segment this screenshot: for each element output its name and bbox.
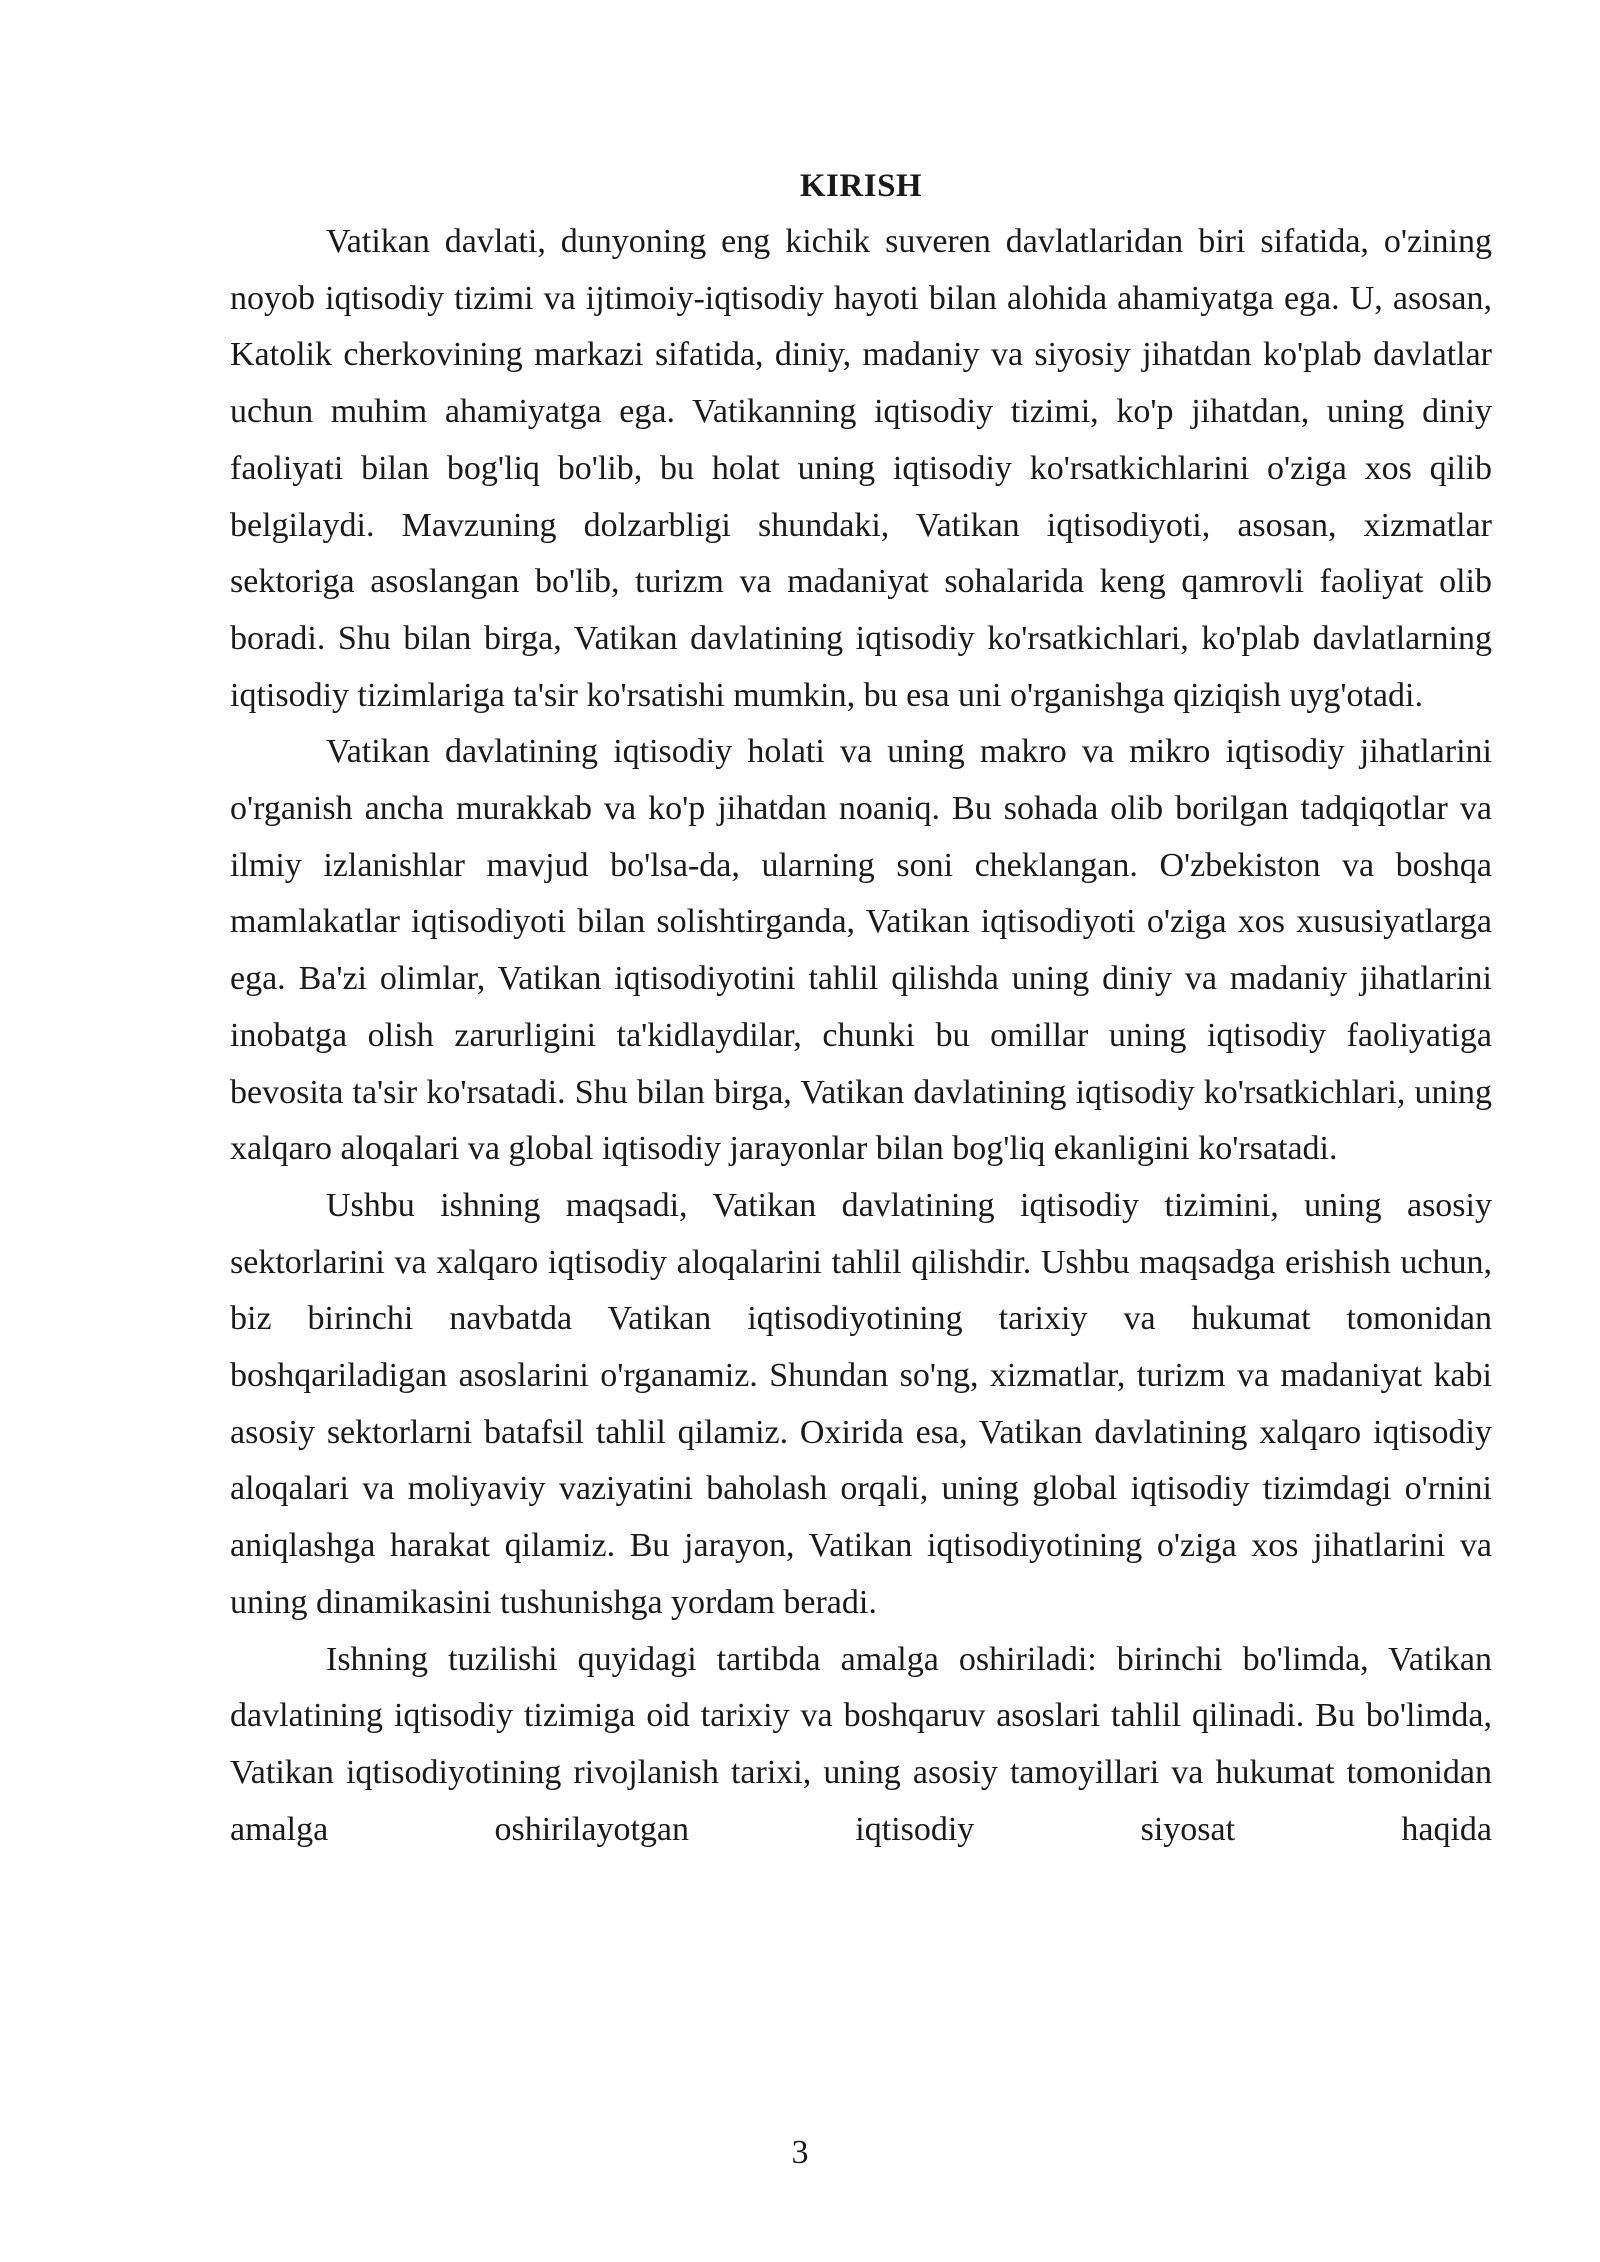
paragraph-1: Vatikan davlati, dunyoning eng kichik suveren davlatlaridan biri sifatida, o'zining noyob iqtisodiy tizimi va ijtimoiy-iqtisodiy hayoti bilan alohida ahamiyatga ega. U, asosan, Katolik cherkovining markazi sifatida, diniy, madaniy va siyosiy jihatdan ko'plab davlatlar uchun muhim ahamiyatga ega. Vatikanning iqtisodiy tizimi, ko'p jihatdan, uning diniy faoliyati bilan bog'liq bo'lib, bu holat uning iqtisodiy ko'rsatkichlarini o'ziga xos qilib belgilaydi. Mavzuning dolzarbligi shundaki, Vatikan iqtisodiyoti, asosan, xizmatlar sektoriga asoslangan bo'lib, turizm va madaniyat sohalarida keng qamrovli faoliyat olib boradi. Shu bilan birga, Vatikan davlatining iqtisodiy ko'rsatkichlari, ko'plab davlatlarning iqtisodiy tizimlariga ta'sir ko'rsatishi mumkin, bu esa uni o'rganishga qiziqish uyg'otadi. — [230, 223, 1492, 714]
paragraph-3: Ushbu ishning maqsadi, Vatikan davlatining iqtisodiy tizimini, uning asosiy sektorlarini va xalqaro iqtisodiy aloqalarini tahlil qilishdir. Ushbu maqsadga erishish uchun, biz birinchi navbatda Vatikan iqtisodiyotining tarixiy va hukumat tomonidan boshqariladigan asoslarini o'rganamiz. Shundan so'ng, xizmatlar, turizm va madaniyat kabi asosiy sektorlarni batafsil tahlil qilamiz. Oxirida esa, Vatikan davlatining xalqaro iqtisodiy aloqalari va moliyaviy vaziyatini baholash orqali, uning global iqtisodiy tizimdagi o'rnini aniqlashga harakat qilamiz. Bu jarayon, Vatikan iqtisodiyotining o'ziga xos jihatlarini va uning dinamikasini tushunishga yordam beradi. — [230, 1186, 1492, 1621]
paragraph-2: Vatikan davlatining iqtisodiy holati va uning makro va mikro iqtisodiy jihatlarini o'rganish ancha murakkab va ko'p jihatdan noaniq. Bu sohada olib borilgan tadqiqotlar va ilmiy izlanishlar mavjud bo'lsa-da, ularning soni cheklangan. O'zbekiston va boshqa mamlakatlar iqtisodiyoti bilan solishtirganda, Vatikan iqtisodiyoti o'ziga xos xususiyatlarga ega. Ba'zi olimlar, Vatikan iqtisodiyotini tahlil qilishda uning diniy va madaniy jihatlarini inobatga olish zarurligini ta'kidlaydilar, chunki bu omillar uning iqtisodiy faoliyatiga bevosita ta'sir ko'rsatadi. Shu bilan birga, Vatikan davlatining iqtisodiy ko'rsatkichlari, uning xalqaro aloqalari va global iqtisodiy jarayonlar bilan bog'liq ekanligini ko'rsatadi. — [230, 733, 1492, 1168]
paragraph-4: Ishning tuzilishi quyidagi tartibda amalga oshiriladi: birinchi bo'limda, Vatikan davlatining iqtisodiy tizimiga oid tarixiy va boshqaruv asoslari tahlil qilinadi. Bu bo'limda, Vatikan iqtisodiyotining rivojlanish tarixi, uning asosiy tamoyillari va hukumat tomonidan amalga oshirilayotgan iqtisodiy siyosat haqida — [230, 1640, 1492, 1848]
page-number: 3 — [791, 2134, 809, 2171]
document-body — [230, 158, 1492, 1858]
section-title: KIRISH — [799, 168, 923, 204]
